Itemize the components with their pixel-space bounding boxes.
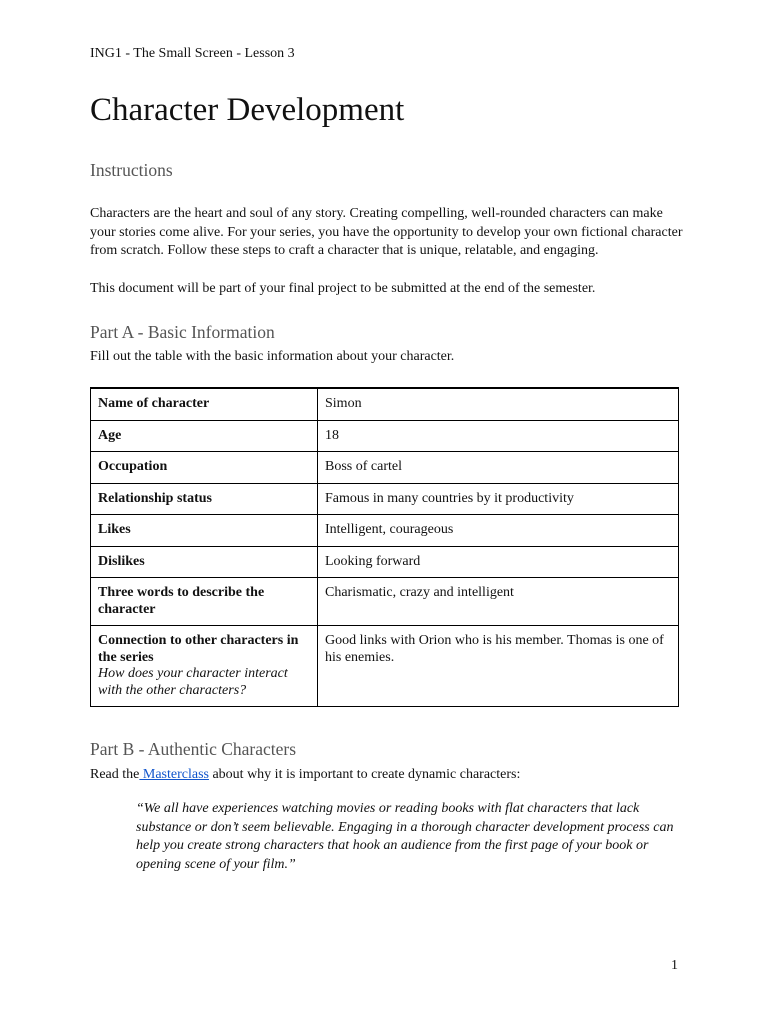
part-a-heading: Part A - Basic Information (90, 322, 275, 342)
row-value[interactable]: Intelligent, courageous (318, 515, 679, 547)
instructions-paragraph-2: This document will be part of your final project to be submitted at the end of the semester. (90, 281, 596, 296)
row-label: Relationship status (91, 483, 318, 515)
part-b-intro (90, 766, 690, 785)
table-row (91, 483, 679, 515)
row-value[interactable]: Boss of cartel (318, 452, 679, 484)
row-sublabel: How does your character interact with the other characters? (98, 666, 288, 698)
row-value[interactable]: Charismatic, crazy and intelligent (318, 578, 679, 626)
page-title: Character Development (90, 92, 405, 128)
document-header: ING1 - The Small Screen - Lesson 3 (90, 46, 295, 61)
row-value[interactable]: Simon (318, 388, 679, 420)
row-value[interactable]: Looking forward (318, 546, 679, 578)
table-row (91, 452, 679, 484)
row-label: Likes (91, 515, 318, 547)
character-info-table (90, 387, 679, 707)
page-number: 1 (671, 958, 678, 973)
table-row (91, 388, 679, 420)
row-label: Name of character (91, 388, 318, 420)
table-row (91, 626, 679, 707)
table-row (91, 420, 679, 452)
instructions-heading: Instructions (90, 160, 173, 180)
row-label: Three words to describe the character (91, 578, 318, 626)
row-value[interactable]: Good links with Orion who is his member. Thomas is one of his enemies. (318, 626, 679, 707)
part-a-intro: Fill out the table with the basic information about your character. (90, 349, 455, 364)
row-value[interactable]: Famous in many countries by it productivity (318, 483, 679, 515)
read-prefix: Read the (90, 767, 140, 782)
table-row (91, 546, 679, 578)
masterclass-quote: “We all have experiences watching movies or reading books with flat characters that lack substance or don’t seem believable. Engaging in a thorough character development process can help you create strong characters that hook an audience from the first page of your book or opening scene of your film.” (136, 801, 674, 873)
table-row (91, 578, 679, 626)
part-b-heading: Part B - Authentic Characters (90, 739, 297, 759)
row-value[interactable]: 18 (318, 420, 679, 452)
row-label: Dislikes (91, 546, 318, 578)
instructions-paragraph-1: Characters are the heart and soul of any story. Creating compelling, well-rounded characters can make your stories come alive. For your series, you have the opportunity to develop your own fictional character from scratch. Follow these steps to craft a character that is unique, relatable, and engaging. (90, 206, 683, 259)
table-row (91, 515, 679, 547)
row-label: Age (91, 420, 318, 452)
masterclass-link[interactable]: Masterclass (139, 767, 209, 782)
row-label-cell (91, 626, 318, 707)
read-suffix: about why it is important to create dynamic characters: (208, 767, 521, 782)
row-label: Occupation (91, 452, 318, 484)
row-label: Connection to other characters in the series (98, 633, 299, 665)
